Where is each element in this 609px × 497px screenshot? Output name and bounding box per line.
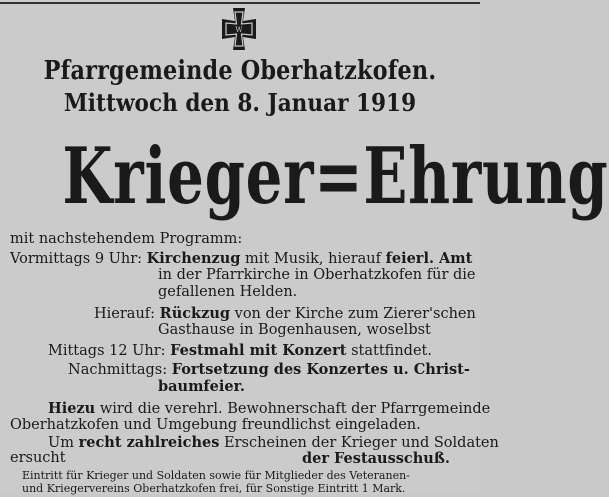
event-date: Mittwoch den 8. Januar 1919 (63, 88, 417, 117)
program-line-3: gefallenen Helden. (158, 284, 298, 300)
program-line-7: Nachmittags: Fortsetzung des Konzertes u. Christ- (68, 361, 470, 378)
invite-line-4-left: ersucht (10, 450, 66, 466)
program-line-2: in der Pfarrkirche in Oberhatzkofen für die (158, 267, 476, 283)
invite-line-3: Um recht zahlreiches Erscheinen der Krieger und Soldaten (48, 434, 499, 451)
program-line-6: Mittags 12 Uhr: Festmahl mit Konzert stattfindet. (48, 342, 432, 359)
invite-line-1: Hiezu wird die verehrl. Bewohnerschaft der Pfarrgemeinde (48, 400, 491, 417)
program-intro: mit nachstehendem Programm: (10, 231, 243, 247)
footer-line-1: Eintritt für Krieger und Soldaten sowie für Mitglieder des Veteranen- (22, 469, 410, 482)
svg-text:W: W (235, 26, 243, 34)
committee-signature: der Festausschuß. (302, 450, 450, 467)
top-rule (0, 2, 480, 4)
time-label: Vormittags 9 Uhr: (10, 251, 143, 267)
program-line-4: Hierauf: Rückzug von der Kirche zum Zierer'schen (94, 305, 476, 322)
headline: Krieger=Ehrung (62, 131, 609, 222)
program-line-5: Gasthause in Bogenhausen, woselbst (158, 322, 431, 338)
program-line-1: Vormittags 9 Uhr: Kirchenzug mit Musik, hierauf feierl. Amt (10, 250, 473, 267)
iron-cross-icon (218, 6, 260, 52)
invite-line-2: Oberhatzkofen und Umgebung freundlichst eingeladen. (10, 417, 421, 433)
parish-name: Pfarrgemeinde Oberhatzkofen. (43, 56, 437, 86)
footer-line-2: und Kriegervereins Oberhatzkofen frei, für Sonstige Eintritt 1 Mark. (22, 482, 406, 495)
program-line-8: baumfeier. (158, 378, 245, 395)
